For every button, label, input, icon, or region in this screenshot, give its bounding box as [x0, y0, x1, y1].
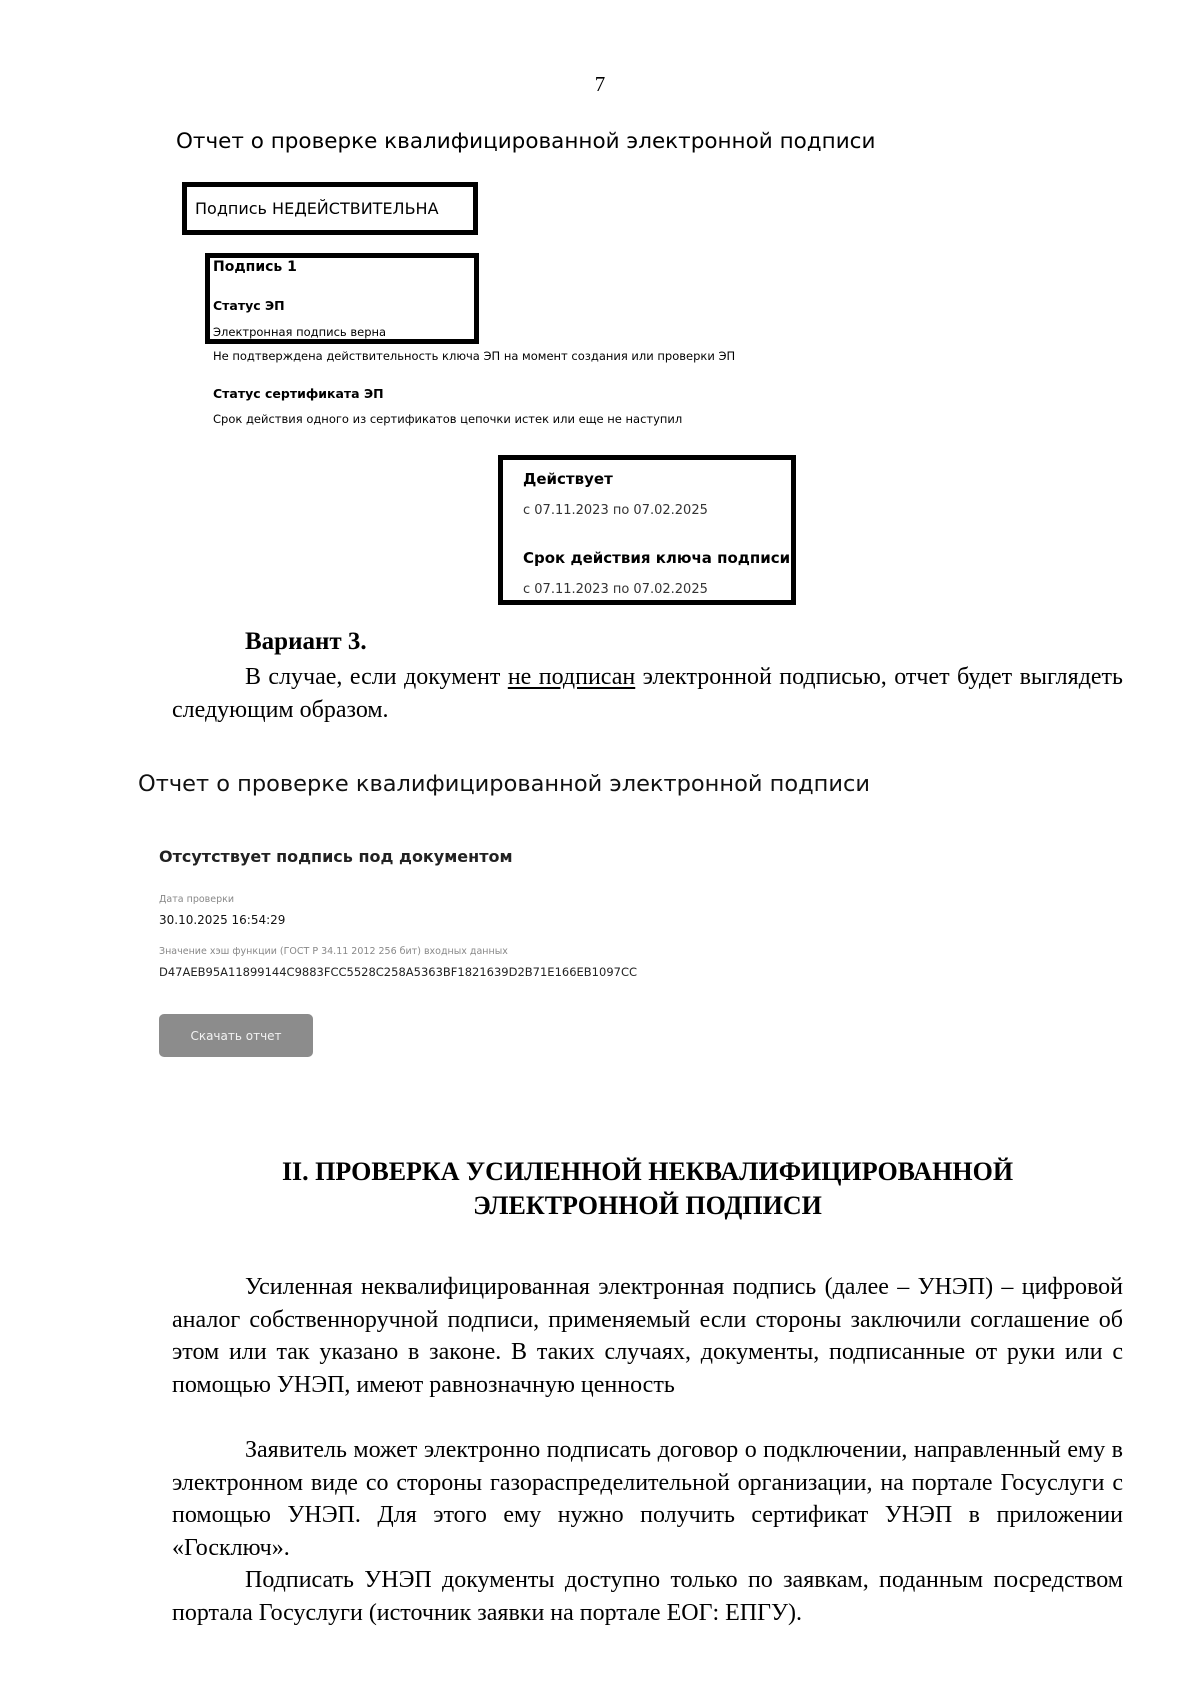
section2-paragraph2: Заявитель может электронно подписать договор о подключении, направленный ему в электронном виде со стороны газораспределительной организации, на портале Госуслуги с помощью УНЭП. Для этого ему нужно получить сертификат УНЭП в приложении «Госключ». [172, 1437, 1123, 1561]
sig-status-value: Электронная подпись верна [213, 325, 387, 339]
cert-status-value: Срок действия одного из сертификатов цепочки истек или еще не наступил [213, 412, 683, 426]
cert-status-label: Статус сертификата ЭП [213, 386, 384, 401]
key-validity-value: с 07.11.2023 по 07.02.2025 [523, 582, 708, 597]
page-number: 7 [594, 72, 606, 96]
sig-status-label: Статус ЭП [213, 298, 285, 313]
key-validity-label: Срок действия ключа подписи [523, 549, 791, 567]
validity-box [498, 455, 796, 605]
validity-value: с 07.11.2023 по 07.02.2025 [523, 503, 708, 518]
signature-invalid-box [182, 182, 478, 235]
section2-heading-line2: ЭЛЕКТРОННОЙ ПОДПИСИ [473, 1191, 822, 1220]
section2-paragraph1: Усиленная неквалифицированная электронная подпись (далее – УНЭП) – цифровой аналог собственноручной подписи, применяемый если стороны заключили соглашение об этом или так указано в законе. В таких случаях, документы, подписанные от руки или с помощью УНЭП, имеют равнозначную ценность [172, 1274, 1123, 1398]
variant3-heading: Вариант 3. [245, 628, 367, 655]
hash-value: D47AEB95A11899144C9883FCC5528C258A5363BF1821639D2B71E166EB1097CC [159, 965, 638, 979]
report2-title: Отчет о проверке квалифицированной электронной подписи [138, 771, 870, 797]
validity-label: Действует [523, 470, 613, 488]
report2-status: Отсутствует подпись под документом [159, 847, 513, 866]
hash-label: Значение хэш функции (ГОСТ Р 34.11 2012 256 бит) входных данных [159, 946, 508, 957]
check-date-label: Дата проверки [159, 894, 235, 905]
section2-paragraph3: Подписать УНЭП документы доступно только по заявкам, поданным посредством портала Госуслуги (источник заявки на портале ЕОГ: ЕПГУ). [172, 1567, 1123, 1626]
section2-heading [172, 1155, 1123, 1223]
signature-invalid-text: Подпись НЕДЕЙСТВИТЕЛЬНА [195, 199, 439, 218]
variant3-text-before: В случае, если документ [245, 664, 508, 690]
variant3-text-underlined: не подписан [507, 664, 636, 690]
variant3-text-after: электронной подписью, отчет будет выглядеть следующим образом. [172, 664, 1123, 723]
check-date-value: 30.10.2025 16:54:29 [159, 913, 286, 927]
variant3-paragraph [172, 661, 1123, 726]
report1-title: Отчет о проверке квалифицированной электронной подписи [176, 129, 876, 154]
signature-heading: Подпись 1 [213, 259, 297, 275]
download-report-button[interactable]: Скачать отчет [159, 1014, 313, 1057]
section2-heading-line1: II. ПРОВЕРКА УСИЛЕННОЙ НЕКВАЛИФИЦИРОВАННОЙ [281, 1157, 1014, 1186]
sig-status-note: Не подтверждена действительность ключа ЭП на момент создания или проверки ЭП [213, 349, 736, 363]
